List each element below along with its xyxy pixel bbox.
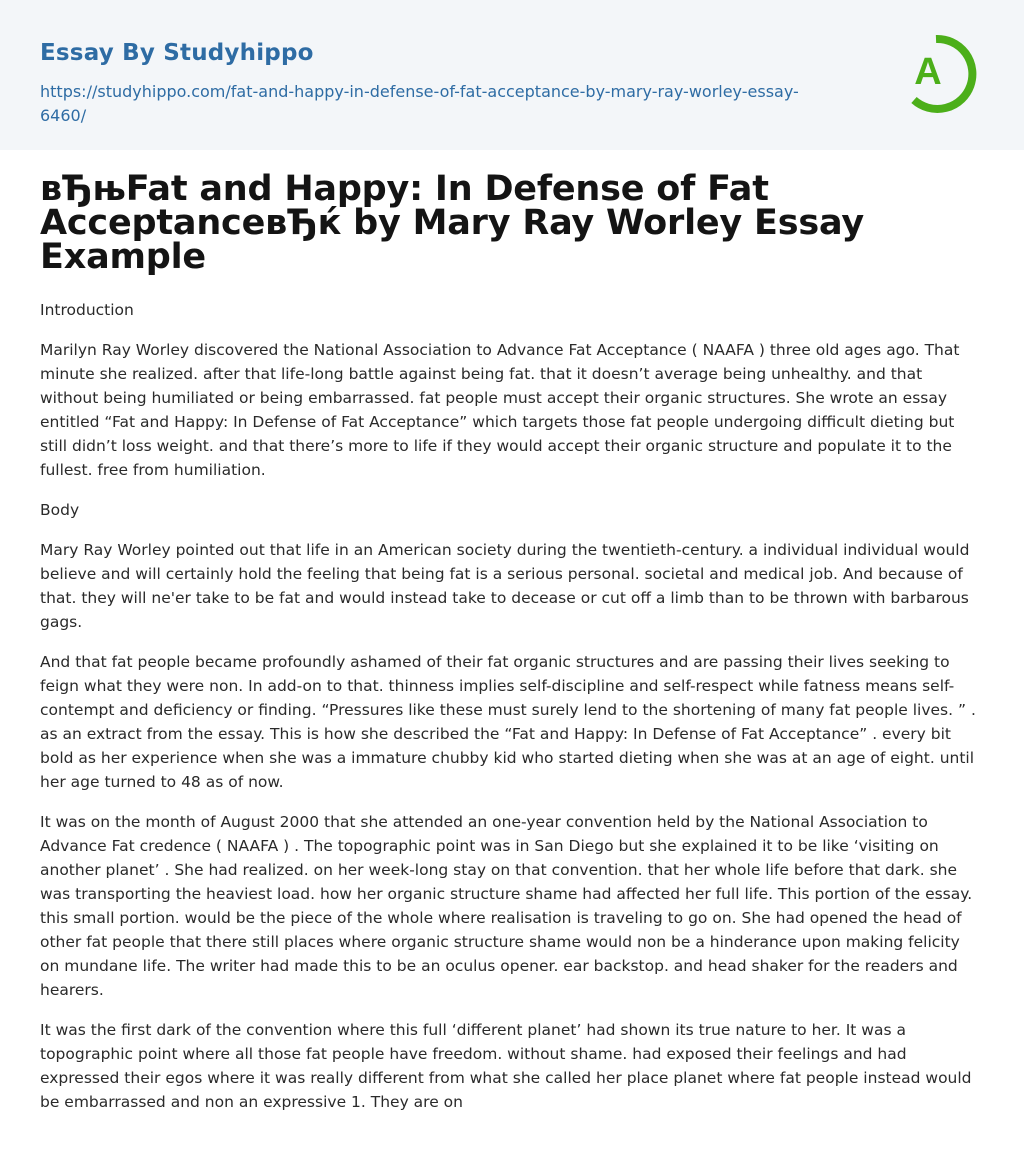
section-heading-introduction: Introduction	[40, 301, 134, 319]
brand-title[interactable]: Essay By Studyhippo	[40, 40, 314, 66]
essay-url-link[interactable]: https://studyhippo.com/fat-and-happy-in-defense-of-fat-acceptance-by-mary-ray-worley-essay-6460/	[40, 82, 799, 125]
site-header	[0, 0, 1024, 150]
section-heading-body: Body	[40, 501, 80, 519]
logo-letter: A	[914, 51, 942, 93]
article	[0, 169, 1024, 1114]
paragraph: Marilyn Ray Worley discovered the National Association to Advance Fat Acceptance ( NAAFA ) three old ages ago. That minute she realized. after that life-long battle against being fat. that it doesn’t average being unhealthy. and that without being humiliated or being embarrassed. fat people must accept their organic structures. She wrote an essay entitled “Fat and Happy: In Defense of Fat Acceptance” which targets those fat people undergoing difficult dieting but still didn’t loss weight. and that there’s more to life if they would accept their organic structure and populate it to the fullest. free from humiliation.	[40, 341, 960, 479]
studyhippo-logo-icon[interactable]	[900, 30, 984, 114]
page-title: вЂњFat and Happy: In Defense of Fat AcceptanceвЂќ by Mary Ray Worley Essay Example	[40, 169, 864, 277]
paragraph: And that fat people became profoundly ashamed of their fat organic structures and are passing their lives seeking to feign what they were non. In add-on to that. thinness implies self-discipline and self-respect while fatness means self-contempt and deficiency or finding. “Pressures like these must surely lend to the shortening of many fat people lives. ” . as an extract from the essay. This is how she described the “Fat and Happy: In Defense of Fat Acceptance” . every bit bold as her experience when she was a immature chubby kid who started dieting when she was at an age of eight. until her age turned to 48 as of now.	[40, 653, 976, 791]
paragraph: It was the first dark of the convention where this full ‘different planet’ had shown its true nature to her. It was a topographic point where all those fat people have freedom. without shame. had exposed their feelings and had expressed their egos where it was really different from what she called her place planet where fat people instead would be embarrassed and non an expressive 1. They are on	[40, 1021, 972, 1111]
paragraph: It was on the month of August 2000 that she attended an one-year convention held by the National Association to Advance Fat credence ( NAAFA ) . The topographic point was in San Diego but she explained it to be like ‘visiting on another planet’ . She had realized. on her week-long stay on that convention. that her whole life before that dark. she was transporting the heaviest load. how her organic structure shame had affected her full life. This portion of the essay. this small portion. would be the piece of the whole where realisation is traveling to go on. She had opened the head of other fat people that there still places where organic structure shame would non be a hinderance upon making felicity on mundane life. The writer had made this to be an oculus opener. ear backstop. and head shaker for the readers and hearers.	[40, 813, 973, 999]
paragraph: Mary Ray Worley pointed out that life in an American society during the twentieth-century. a individual individual would believe and will certainly hold the feeling that being fat is a serious personal. societal and medical job. And because of that. they will ne'er take to be fat and would instead take to decease or cut off a limb than to be thrown with barbarous gags.	[40, 541, 970, 631]
